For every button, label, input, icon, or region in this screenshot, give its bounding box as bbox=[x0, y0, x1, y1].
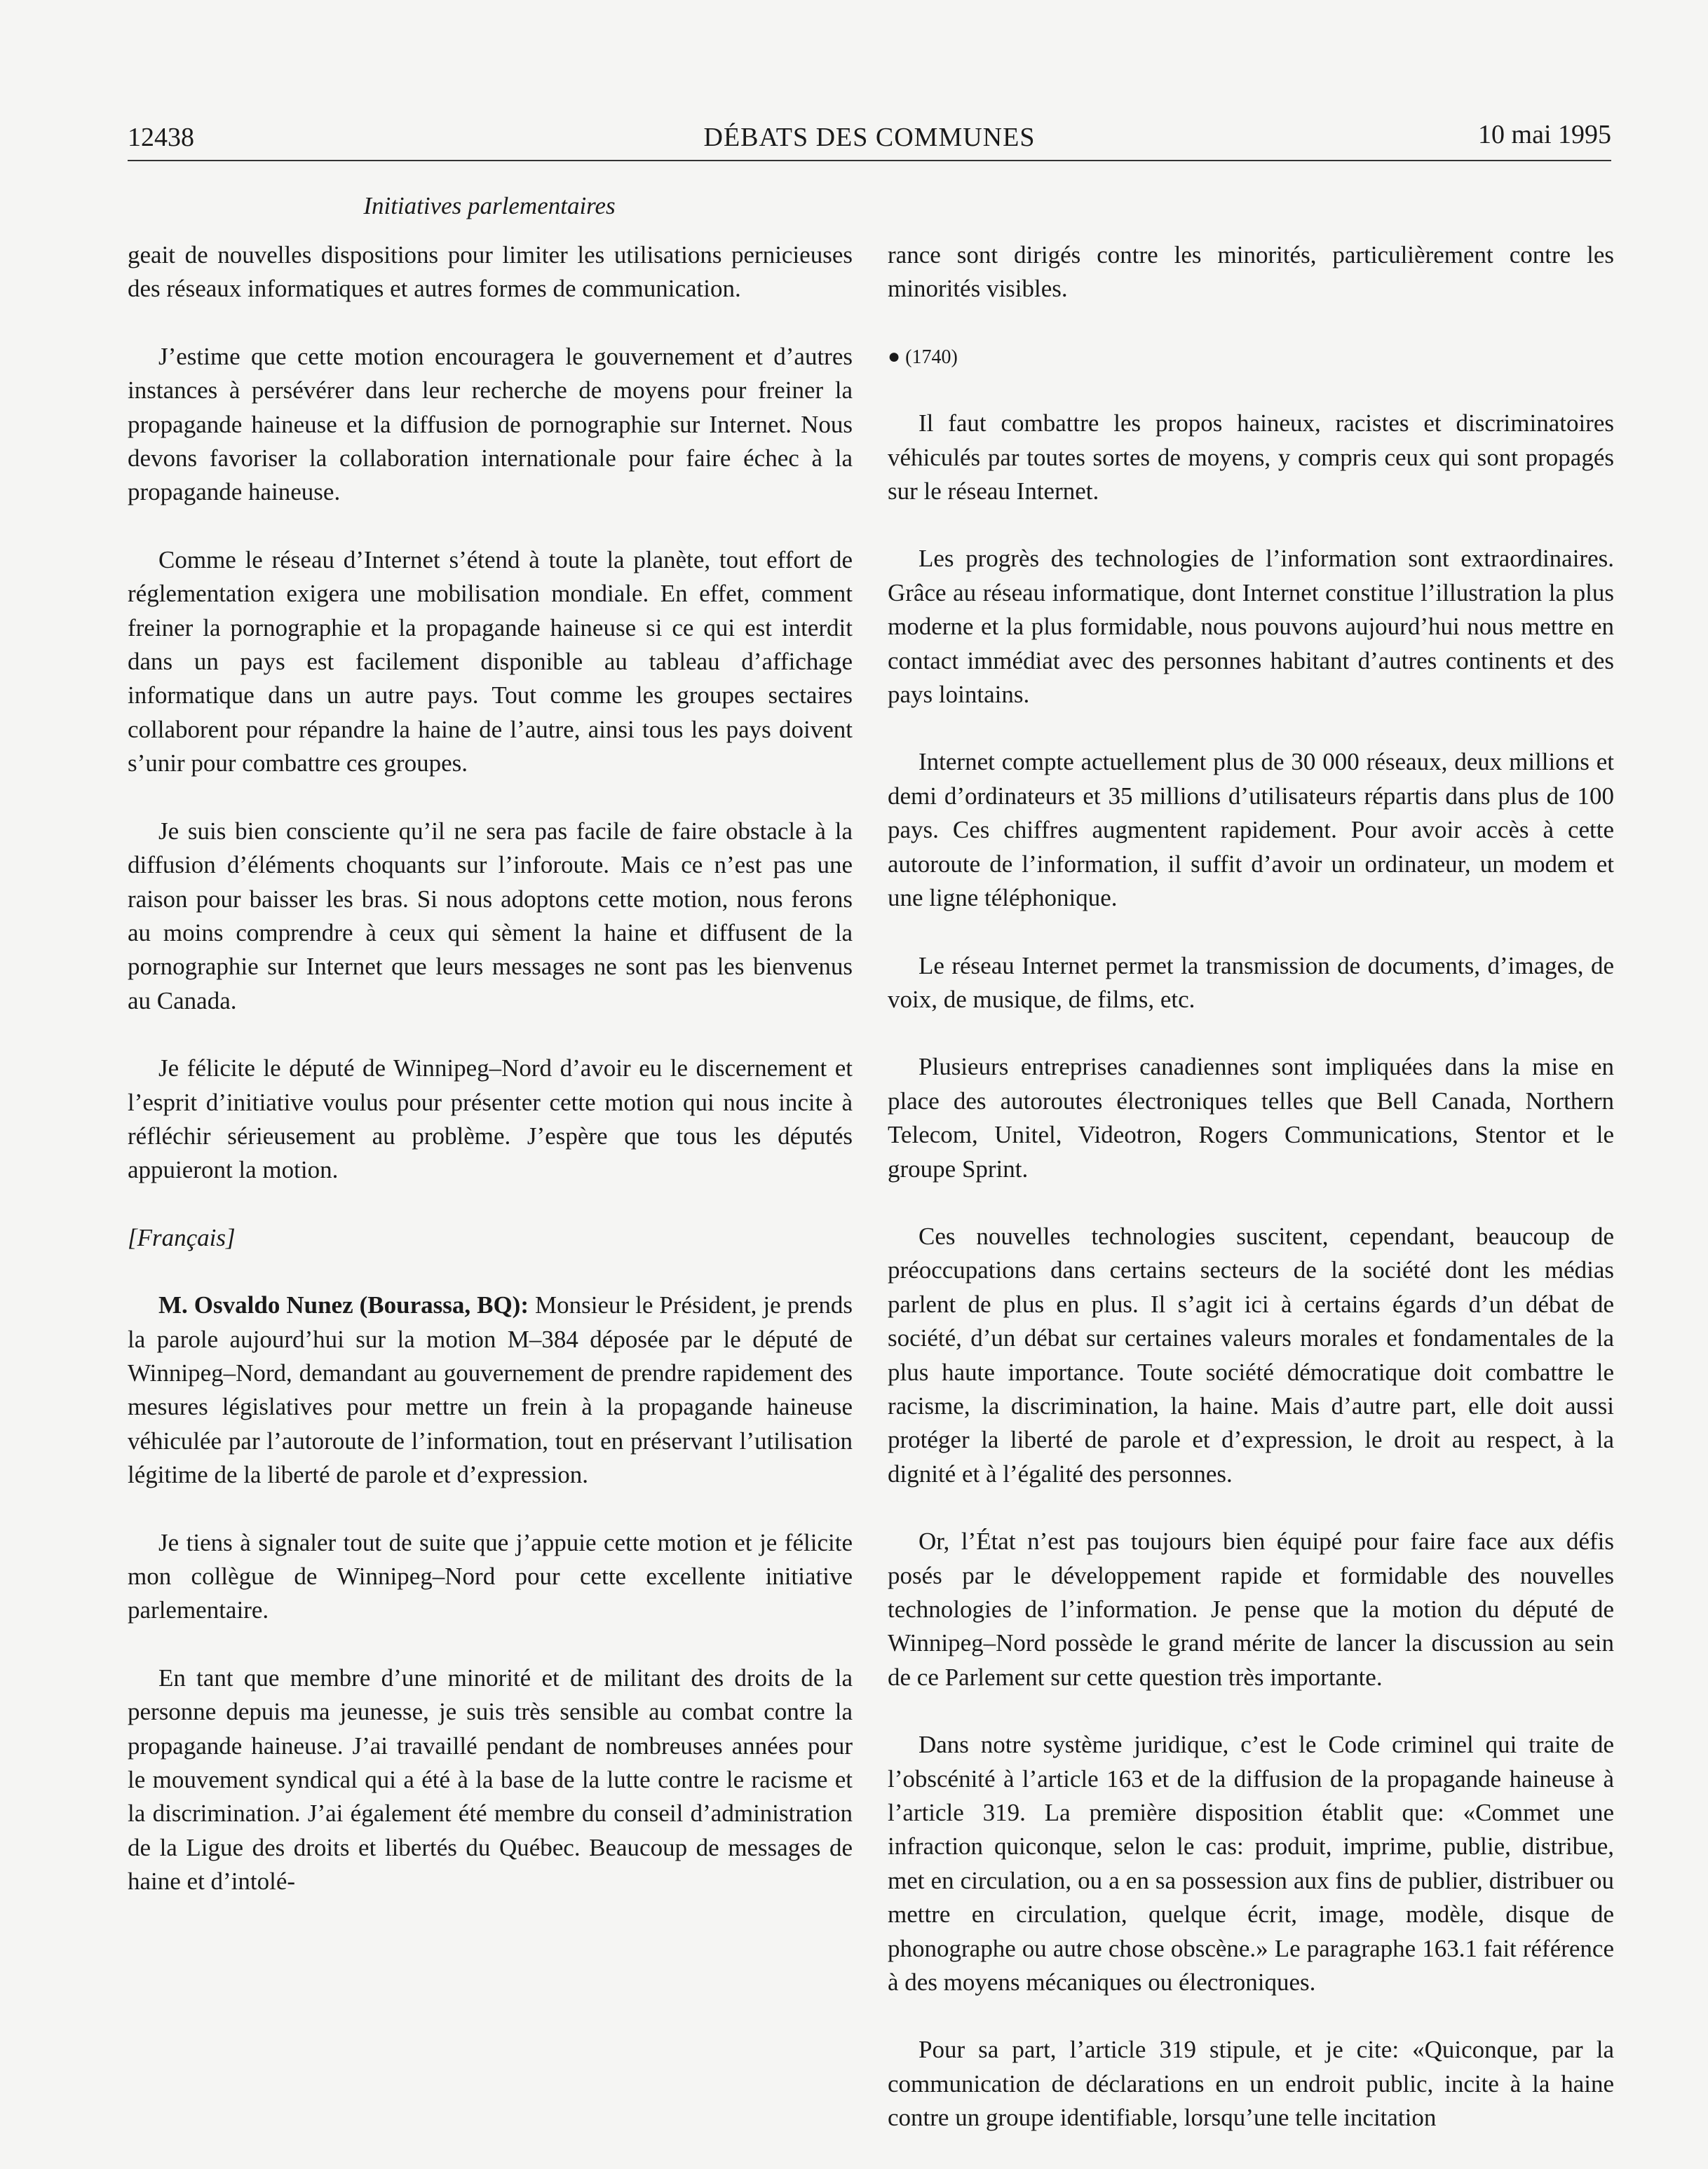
paragraph: Je tiens à signaler tout de suite que j’appuie cette motion et je félicite mon collègue de Winnipeg–Nord pour cette excellente initiative parlementaire. bbox=[128, 1528, 853, 1624]
speaker-name: M. Osvaldo Nunez (Bourassa, BQ): bbox=[158, 1291, 529, 1319]
paragraph: Je félicite le député de Winnipeg–Nord d’avoir eu le discernement et l’esprit d’initiative voulus pour présenter cette motion qui nous incite à réfléchir sérieusement au problème. J’espère que tous les députés appuieront la motion. bbox=[128, 1054, 853, 1184]
bullet-icon: ● bbox=[888, 344, 901, 368]
speaker-paragraph bbox=[128, 1289, 853, 1492]
page-number: 12438 bbox=[128, 123, 194, 152]
language-marker: [Français] bbox=[128, 1223, 236, 1251]
publication-date: 10 mai 1995 bbox=[1478, 120, 1611, 149]
paragraph: Comme le réseau d’Internet s’étend à toute la planète, tout effort de réglementation exigera une mobilisation mondiale. En effet, comment freiner la pornographie et la propagande haineuse si ce qui est interdit dans un pays est facilement disponible au tableau d’affichage informatique dans un autre pays. Tout comme les groupes sectaires collaborent pour répandre la haine de l’autre, ainsi tous les pays doivent s’unir pour combattre ces groupes. bbox=[128, 545, 853, 777]
paragraph: rance sont dirigés contre les minorités, particulièrement contre les minorités visibles. bbox=[888, 241, 1614, 303]
time-marker bbox=[888, 340, 1614, 374]
paragraph: Dans notre système juridique, c’est le Code criminel qui traite de l’obscénité à l’article 163 et de la diffusion de la propagande haineuse à l’article 319. La première disposition établit que: «Commet une infraction quiconque, selon le cas: produit, imprime, publie, distribue, met en circulation, ou a en sa possession aux fins de publier, distribuer ou mettre en circulation, quelque écrit, image, modèle, disque de phonographe ou autre chose obscène.» Le paragraphe 163.1 fait référence à des moyens mécaniques ou électroniques. bbox=[888, 1731, 1614, 1997]
paragraph: Or, l’État n’est pas toujours bien équipé pour faire face aux défis posés par le développement rapide et formidable des nouvelles technologies de l’information. Je pense que la motion du député de Winnipeg–Nord possède le grand mérite de lancer la discussion au sein de ce Parlement sur cette question très importante. bbox=[888, 1528, 1614, 1691]
paragraph: geait de nouvelles dispositions pour limiter les utilisations pernicieuses des réseaux informatiques et autres formes de communication. bbox=[128, 241, 853, 303]
right-column bbox=[888, 238, 1614, 2169]
time-marker-text: (1740) bbox=[905, 346, 958, 368]
paragraph: J’estime que cette motion encouragera le gouvernement et d’autres instances à persévérer dans leur recherche de moyens pour freiner la propagande haineuse et la diffusion de pornographie sur Internet. Nous devons favoriser la collaboration internationale pour faire échec à la propagande haineuse. bbox=[128, 342, 853, 506]
publication-title: DÉBATS DES COMMUNES bbox=[703, 123, 1036, 152]
paragraph: Pour sa part, l’article 319 stipule, et je cite: «Quiconque, par la communication de déclarations en un endroit public, incite à la haine contre un groupe identifiable, lorsqu’une telle incitation bbox=[888, 2036, 1614, 2132]
paragraph: Ces nouvelles technologies suscitent, cependant, beaucoup de préoccupations dans certains secteurs de la société dont les médias parlent de plus en plus. Il s’agit ici à certains égards d’un débat de société, d’un débat sur certaines valeurs morales et fondamentales de la plus haute importance. Toute société démocratique doit combattre le racisme, la discrimination, la haine. Mais d’autre part, elle doit aussi protéger la liberté de parole et d’expression, le droit au respect, à la dignité et à l’égalité des personnes. bbox=[888, 1222, 1614, 1488]
paragraph: En tant que membre d’une minorité et de militant des droits de la personne depuis ma jeunesse, je suis très sensible au combat contre la propagande haineuse. J’ai travaillé pendant de nombreuses années pour le mouvement syndical qui a été à la base de la lutte contre le racisme et la discrimination. J’ai également été membre du conseil d’administration de la Ligue des droits et libertés du Québec. Beaucoup de messages de haine et d’intolé- bbox=[128, 1664, 853, 1896]
paragraph: Il faut combattre les propos haineux, racistes et discriminatoires véhiculés par toutes sortes de moyens, y compris ceux qui sont propagés sur le réseau Internet. bbox=[888, 409, 1614, 505]
paragraph: Le réseau Internet permet la transmission de documents, d’images, de voix, de musique, de films, etc. bbox=[888, 951, 1614, 1013]
left-column bbox=[128, 238, 853, 1933]
paragraph: Je suis bien consciente qu’il ne sera pas facile de faire obstacle à la diffusion d’éléments choquants sur l’inforoute. Mais ce n’est pas une raison pour baisser les bras. Si nous adoptons cette motion, nous ferons au moins comprendre à ceux qui sèment la haine et diffusent de la pornographie sur Internet que leurs messages ne sont pas les bienvenus au Canada. bbox=[128, 817, 853, 1014]
paragraph: Internet compte actuellement plus de 30 000 réseaux, deux millions et demi d’ordinateurs et 35 millions d’utilisateurs répartis dans plus de 100 pays. Ces chiffres augmentent rapidement. Pour avoir accès à cette autoroute de l’information, il suffit d’avoir un ordinateur, un modem et une ligne téléphonique. bbox=[888, 748, 1614, 912]
page-header bbox=[128, 116, 1611, 158]
section-title: Initiatives parlementaires bbox=[363, 192, 616, 219]
paragraph: Plusieurs entreprises canadiennes sont impliquées dans la mise en place des autoroutes électroniques telles que Bell Canada, Northern Telecom, Unitel, Videotron, Rogers Communications, Stentor et le groupe Sprint. bbox=[888, 1053, 1614, 1183]
speech-text: Monsieur le Président, je prends la parole aujourd’hui sur la motion M–384 déposée par le député de Winnipeg–Nord, demandant au gouvernement de prendre rapidement des mesures législatives pour mettre un frein à la propagande haineuse véhiculée par l’autoroute de l’information, tout en préservant l’utilisation légitime de la liberté de parole et d’expression. bbox=[128, 1291, 853, 1489]
paragraph: Les progrès des technologies de l’information sont extraordinaires. Grâce au réseau informatique, dont Internet constitue l’illustration la plus moderne et la plus formidable, nous pouvons aujourd’hui nous mettre en contact immédiat avec des personnes habitant d’autres continents et des pays lointains. bbox=[888, 545, 1614, 709]
header-rule bbox=[128, 160, 1611, 161]
